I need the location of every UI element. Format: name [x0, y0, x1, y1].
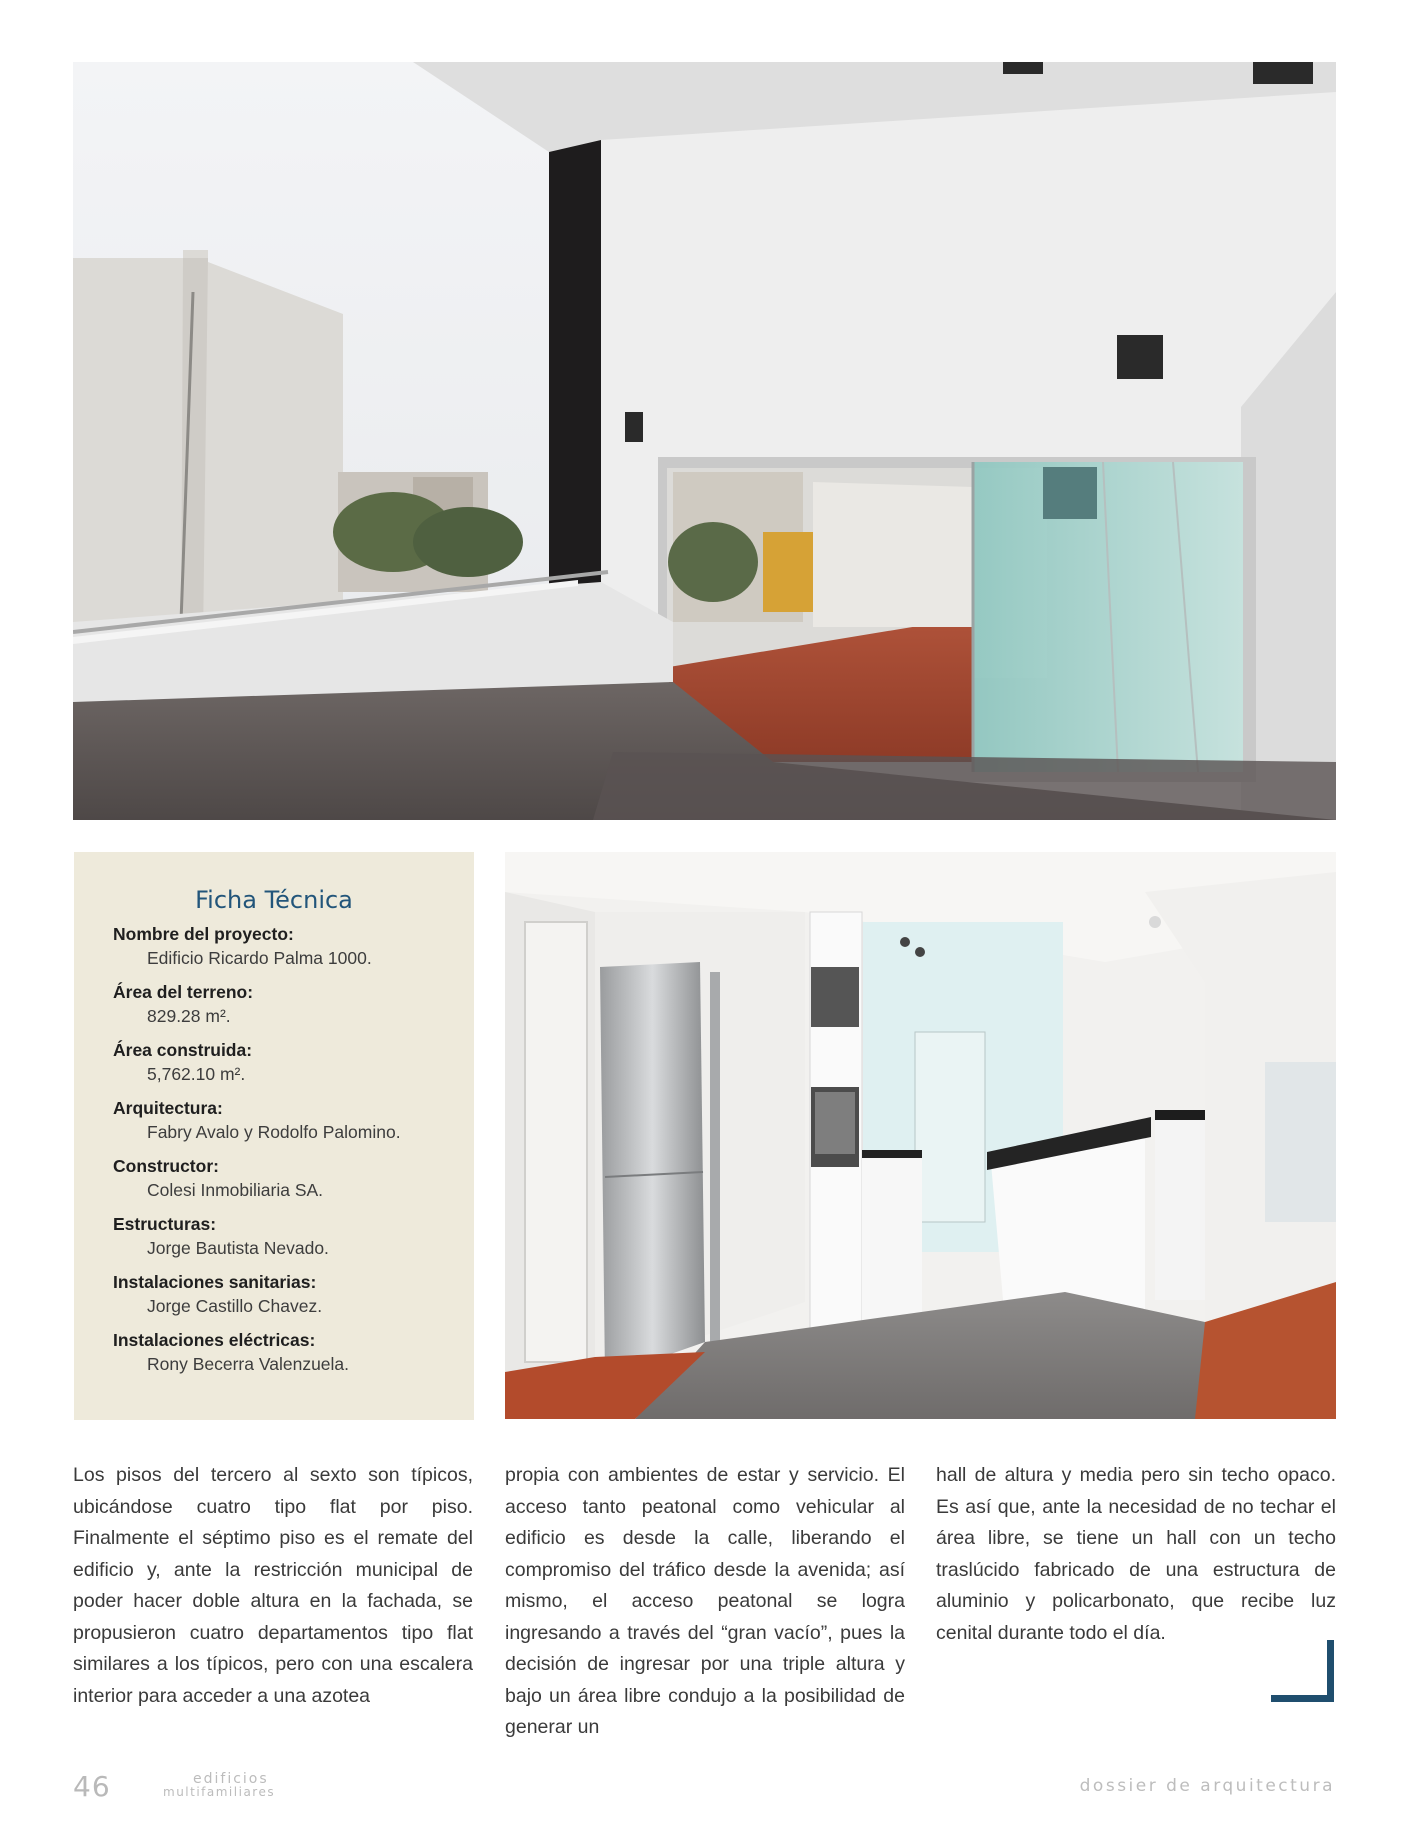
magazine-logo-line-1: edificios: [193, 1771, 269, 1787]
page-number: 46: [73, 1770, 111, 1803]
ficha-value: Fabry Avalo y Rodolfo Palomino.: [147, 1122, 401, 1142]
ficha-value: 829.28 m².: [147, 1006, 231, 1026]
ficha-label: Nombre del proyecto:: [113, 924, 294, 944]
ficha-value: Jorge Bautista Nevado.: [147, 1238, 329, 1258]
ficha-label: Arquitectura:: [113, 1098, 223, 1118]
ficha-label: Instalaciones eléctricas:: [113, 1330, 316, 1350]
body-text-column-2: propia con ambientes de estar y servicio. El acceso tanto peatonal como vehicular al edificio es desde la calle, liberando el compromiso del tráfico desde la avenida; así mismo, el acceso peatonal se logra ingresando a través del “gran vacío”, pues la decisión de ingresar por una triple altura y bajo un área libre condujo a la posibilidad de generar un: [505, 1464, 905, 1738]
ficha-item: [113, 1154, 474, 1202]
ficha-item: [113, 1270, 474, 1318]
ficha-label: Constructor:: [113, 1156, 219, 1176]
ficha-item: [113, 1212, 474, 1260]
ficha-label: Instalaciones sanitarias:: [113, 1272, 317, 1292]
ficha-item: [113, 1096, 474, 1144]
ficha-value: Colesi Inmobiliaria SA.: [147, 1180, 324, 1200]
article-end-mark-icon: [1271, 1640, 1334, 1702]
section-label: dossier de arquitectura: [1079, 1776, 1335, 1796]
ficha-label: Estructuras:: [113, 1214, 217, 1234]
ficha-item: [113, 1038, 474, 1086]
magazine-logo: [163, 1772, 303, 1799]
ficha-item: [113, 922, 474, 970]
ficha-value: Edificio Ricardo Palma 1000.: [147, 948, 372, 968]
ficha-value: Jorge Castillo Chavez.: [147, 1296, 323, 1316]
body-text-column-1: Los pisos del tercero al sexto son típicos, ubicándose cuatro tipo flat por piso. Finalmente el séptimo piso es el remate del edificio y, ante la restricción municipal de poder hacer doble altura en la fachada, se propusieron cuatro departamentos tipo flat similares a los típicos, pero con una escalera interior para acceder a una azotea: [73, 1464, 473, 1707]
ficha-label: Área del terreno:: [113, 982, 254, 1002]
ficha-item: [113, 1328, 474, 1376]
ficha-label: Área construida:: [113, 1040, 253, 1060]
ficha-tecnica-box: [74, 852, 474, 1420]
kitchen-photo: [505, 852, 1336, 1419]
ficha-title: Ficha Técnica: [195, 886, 353, 914]
body-text-column-3: hall de altura y media pero sin techo opaco. Es así que, ante la necesidad de no techar el área libre, se tiene un hall con un techo traslúcido fabricado de una estructura de aluminio y policarbonato, que recibe luz cenital durante todo el día.: [936, 1464, 1336, 1644]
ficha-value: 5,762.10 m².: [147, 1064, 246, 1084]
magazine-logo-line-2: multifamiliares: [163, 1785, 276, 1799]
ficha-value: Rony Becerra Valenzuela.: [147, 1354, 350, 1374]
balcony-photo: [73, 62, 1336, 820]
ficha-item: [113, 980, 474, 1028]
